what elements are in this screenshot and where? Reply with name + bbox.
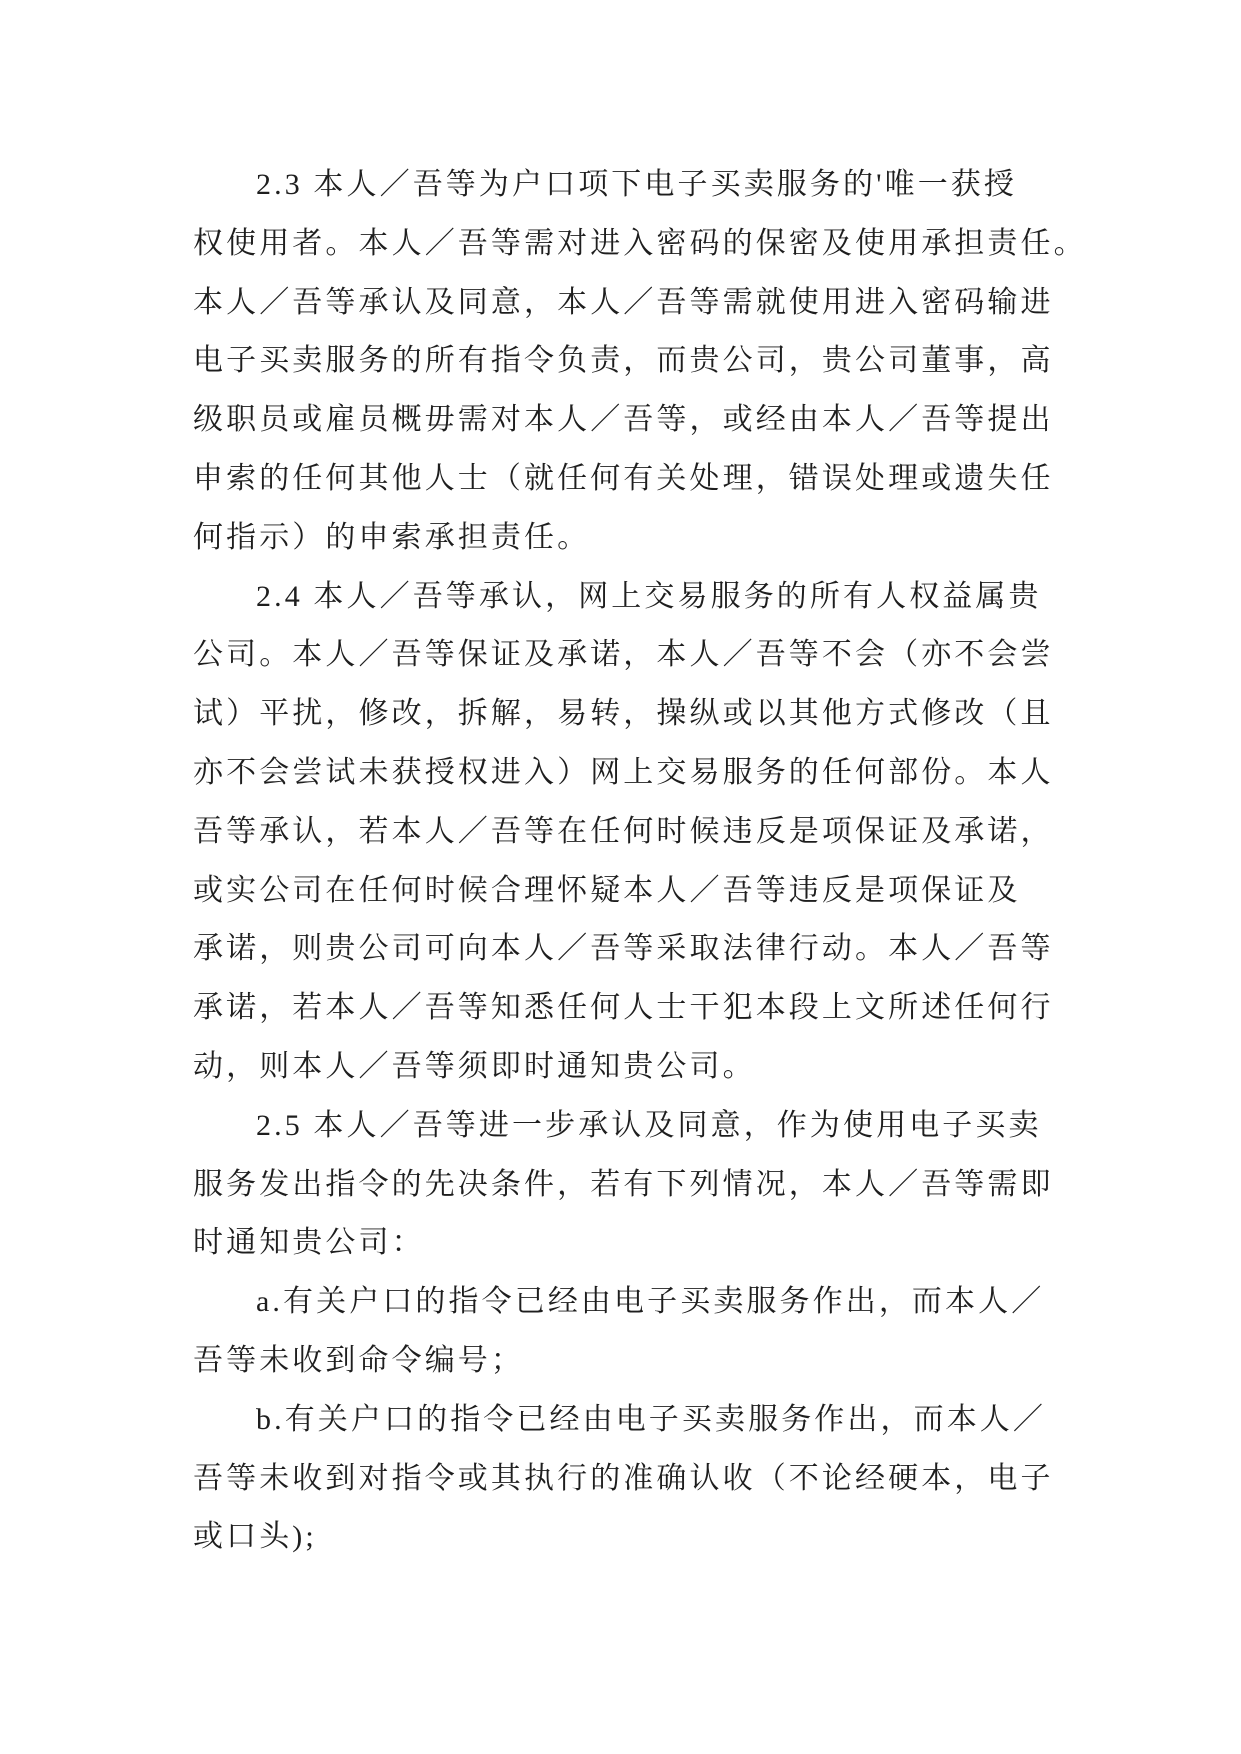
- text-line: 2.5 本人／吾等进一步承认及同意，作为使用电子买卖: [256, 1108, 1042, 1142]
- text-line: 吾等未收到对指令或其执行的准确认收（不论经硬本，电子: [193, 1461, 1054, 1495]
- text-line: 2.3 本人／吾等为户口项下电子买卖服务的'唯一获授: [256, 168, 1018, 201]
- text-line: 何指示）的申索承担责任。: [193, 520, 591, 554]
- text-line: 承诺，若本人／吾等知悉任何人士干犯本段上文所述任何行: [193, 991, 1054, 1025]
- list-item-b: [0, 1391, 1241, 1567]
- text-line: a.有关户口的指令已经由电子买卖服务作出，而本人／: [256, 1285, 1045, 1319]
- text-line: 服务发出指令的先决条件，若有下列情况，本人／吾等需即: [193, 1167, 1054, 1201]
- paragraph-2-4: [0, 568, 1241, 1097]
- paragraph-2-3: [0, 156, 1241, 568]
- text-line: 权使用者。本人／吾等需对进入密码的保密及使用承担责任。: [193, 226, 1087, 260]
- text-line: 或口头);: [193, 1520, 317, 1554]
- text-line: 电子买卖服务的所有指令负责，而贵公司，贵公司董事，高: [193, 344, 1054, 378]
- document-body: [0, 156, 1241, 1567]
- text-line: 级职员或雇员概毋需对本人／吾等，或经由本人／吾等提出: [193, 403, 1054, 437]
- text-line: 吾等承认，若本人／吾等在任何时候违反是项保证及承诺，: [193, 814, 1054, 848]
- text-line: 时通知贵公司：: [193, 1226, 425, 1260]
- text-line: 动，则本人／吾等须即时通知贵公司。: [193, 1049, 756, 1083]
- list-item-a: [0, 1273, 1241, 1391]
- text-line: 承诺，则贵公司可向本人／吾等采取法律行动。本人／吾等: [193, 932, 1054, 966]
- text-line: 亦不会尝试未获授权进入）网上交易服务的任何部份。本人: [193, 755, 1054, 789]
- text-line: 2.4 本人／吾等承认，网上交易服务的所有人权益属贵: [256, 579, 1042, 613]
- text-line: 吾等未收到命令编号；: [193, 1343, 524, 1377]
- text-line: 本人／吾等承认及同意，本人／吾等需就使用进入密码输进: [193, 285, 1054, 319]
- paragraph-2-5: [0, 1097, 1241, 1273]
- text-line: b.有关户口的指令已经由电子买卖服务作出，而本人／: [256, 1402, 1046, 1436]
- text-line: 公司。本人／吾等保证及承诺，本人／吾等不会（亦不会尝: [193, 638, 1054, 672]
- text-line: 申索的任何其他人士（就任何有关处理，错误处理或遗失任: [193, 461, 1054, 495]
- text-line: 或实公司在任何时候合理怀疑本人／吾等违反是项保证及: [193, 873, 1021, 907]
- text-line: 试）平扰，修改，拆解，易转，操纵或以其他方式修改（且: [193, 697, 1054, 731]
